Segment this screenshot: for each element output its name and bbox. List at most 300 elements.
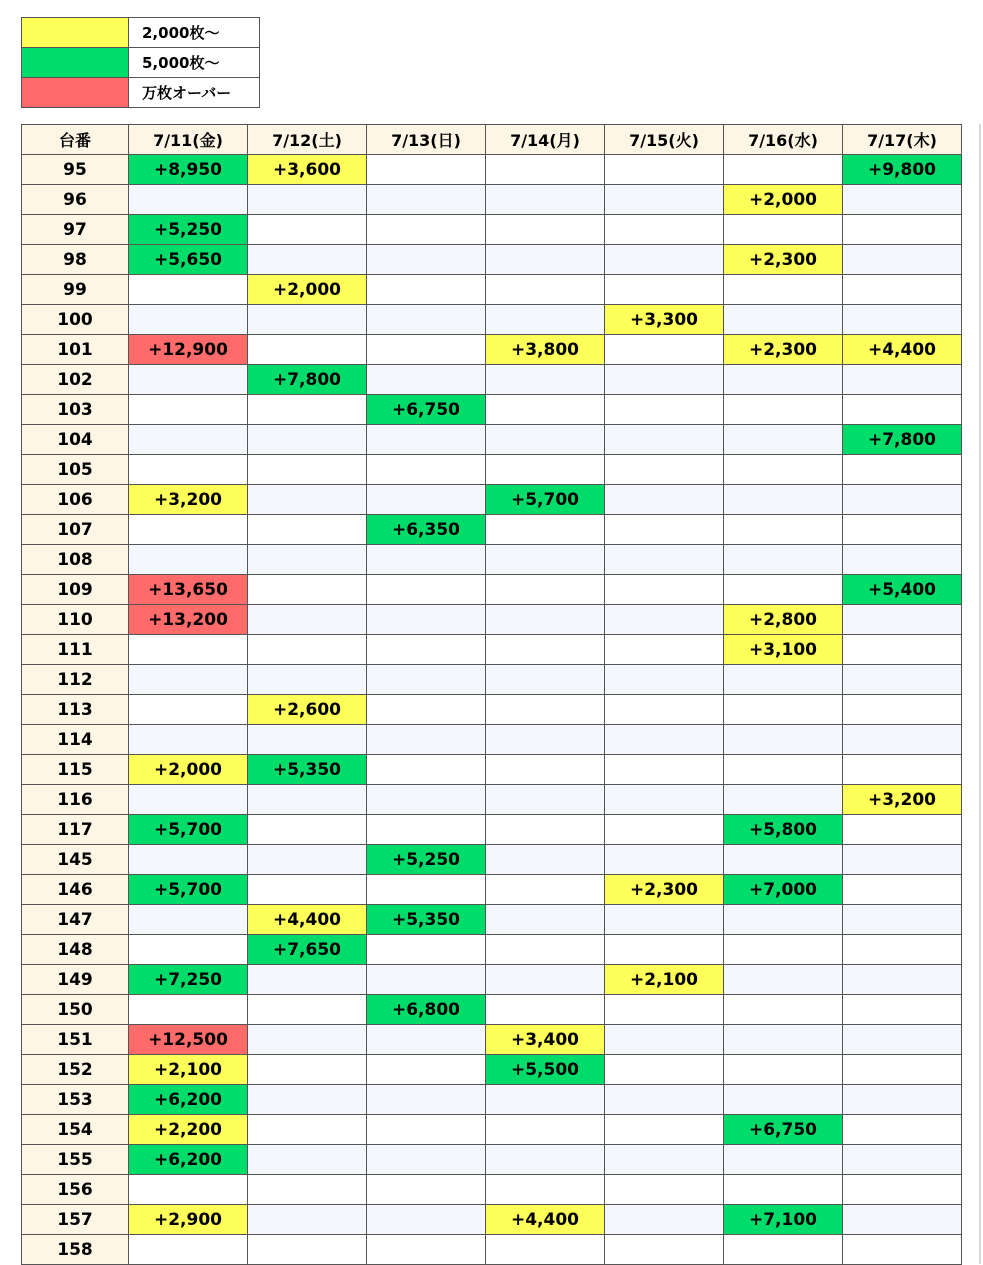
result-cell <box>605 665 724 695</box>
result-cell <box>605 845 724 875</box>
result-cell <box>843 875 962 905</box>
result-cell <box>129 305 248 335</box>
result-cell <box>486 515 605 545</box>
result-cell: +5,700 <box>129 815 248 845</box>
result-cell <box>367 875 486 905</box>
machine-number: 104 <box>22 425 129 455</box>
result-cell <box>605 275 724 305</box>
result-cell <box>605 485 724 515</box>
result-cell <box>843 515 962 545</box>
result-cell <box>843 1085 962 1115</box>
result-cell <box>367 1025 486 1055</box>
table-row <box>22 905 962 935</box>
result-cell: +7,000 <box>724 875 843 905</box>
table-row <box>22 605 962 635</box>
result-cell <box>486 1115 605 1145</box>
result-cell: +3,200 <box>843 785 962 815</box>
result-cell <box>129 1235 248 1265</box>
result-cell: +2,100 <box>129 1055 248 1085</box>
table-row <box>22 1025 962 1055</box>
result-cell <box>486 1235 605 1265</box>
result-cell <box>248 1145 367 1175</box>
result-cell <box>605 1085 724 1115</box>
date-header: 7/14(月) <box>486 125 605 155</box>
legend-label: 2,000枚～ <box>129 18 260 48</box>
result-cell: +2,600 <box>248 695 367 725</box>
result-cell <box>367 1115 486 1145</box>
result-cell <box>486 455 605 485</box>
result-cell <box>367 1055 486 1085</box>
result-cell <box>724 455 843 485</box>
result-cell <box>129 935 248 965</box>
machine-number: 157 <box>22 1205 129 1235</box>
result-cell <box>605 1145 724 1175</box>
result-cell: +2,300 <box>724 335 843 365</box>
result-cell <box>248 1115 367 1145</box>
result-cell <box>248 635 367 665</box>
result-cell <box>605 155 724 185</box>
result-cell <box>367 965 486 995</box>
result-cell <box>843 605 962 635</box>
result-cell <box>129 455 248 485</box>
legend-label: 万枚オーバー <box>129 78 260 108</box>
result-cell <box>843 395 962 425</box>
result-cell <box>367 785 486 815</box>
result-cell: +6,200 <box>129 1145 248 1175</box>
table-row <box>22 965 962 995</box>
table-row <box>22 1235 962 1265</box>
legend-row <box>22 48 260 78</box>
result-cell <box>724 215 843 245</box>
result-cell <box>486 1085 605 1115</box>
legend-row <box>22 78 260 108</box>
result-cell <box>248 1205 367 1235</box>
result-cell <box>486 305 605 335</box>
result-cell <box>486 935 605 965</box>
result-cell <box>248 185 367 215</box>
result-cell <box>724 485 843 515</box>
machine-number: 105 <box>22 455 129 485</box>
date-header: 7/16(水) <box>724 125 843 155</box>
result-cell: +6,800 <box>367 995 486 1025</box>
result-cell <box>367 1085 486 1115</box>
result-cell <box>843 965 962 995</box>
result-cell: +3,200 <box>129 485 248 515</box>
result-cell <box>248 545 367 575</box>
result-cell <box>129 725 248 755</box>
result-cell <box>367 275 486 305</box>
result-cell <box>248 1055 367 1085</box>
table-row <box>22 815 962 845</box>
result-cell <box>486 845 605 875</box>
result-cell <box>367 545 486 575</box>
result-cell: +2,000 <box>724 185 843 215</box>
header-row <box>22 125 962 155</box>
result-cell: +6,750 <box>367 395 486 425</box>
result-cell <box>843 1145 962 1175</box>
result-cell <box>486 1175 605 1205</box>
date-header: 7/15(火) <box>605 125 724 155</box>
result-cell <box>367 185 486 215</box>
result-cell <box>605 935 724 965</box>
result-cell <box>486 245 605 275</box>
result-cell <box>367 935 486 965</box>
result-cell <box>486 965 605 995</box>
machine-number: 116 <box>22 785 129 815</box>
result-cell <box>605 365 724 395</box>
table-row <box>22 1085 962 1115</box>
result-cell <box>843 365 962 395</box>
result-cell <box>724 935 843 965</box>
result-cell: +3,600 <box>248 155 367 185</box>
result-cell <box>129 665 248 695</box>
result-cell <box>724 995 843 1025</box>
result-cell <box>129 425 248 455</box>
machine-number: 153 <box>22 1085 129 1115</box>
result-cell <box>724 695 843 725</box>
legend <box>21 17 260 108</box>
result-cell <box>843 755 962 785</box>
result-cell <box>248 305 367 335</box>
machine-number: 113 <box>22 695 129 725</box>
result-cell <box>605 905 724 935</box>
result-cell: +7,800 <box>843 425 962 455</box>
table-row <box>22 305 962 335</box>
result-cell <box>843 1235 962 1265</box>
machine-number: 96 <box>22 185 129 215</box>
result-cell <box>486 575 605 605</box>
result-cell: +5,400 <box>843 575 962 605</box>
table-row <box>22 1115 962 1145</box>
result-cell <box>248 995 367 1025</box>
result-cell <box>486 365 605 395</box>
result-cell <box>605 515 724 545</box>
result-cell: +6,350 <box>367 515 486 545</box>
machine-number: 112 <box>22 665 129 695</box>
result-cell <box>486 425 605 455</box>
result-cell <box>843 275 962 305</box>
result-cell <box>248 815 367 845</box>
result-cell <box>724 545 843 575</box>
result-cell: +2,300 <box>724 245 843 275</box>
result-cell <box>843 185 962 215</box>
result-cell <box>248 395 367 425</box>
result-cell <box>129 845 248 875</box>
machine-number: 149 <box>22 965 129 995</box>
result-cell <box>129 695 248 725</box>
table-row <box>22 935 962 965</box>
table-row <box>22 215 962 245</box>
result-cell: +7,250 <box>129 965 248 995</box>
result-cell <box>248 785 367 815</box>
result-cell <box>486 725 605 755</box>
result-cell <box>724 755 843 785</box>
result-cell <box>367 1145 486 1175</box>
result-cell <box>486 185 605 215</box>
machine-number: 115 <box>22 755 129 785</box>
result-cell: +2,100 <box>605 965 724 995</box>
table-row <box>22 425 962 455</box>
legend-swatch <box>22 18 129 48</box>
result-cell <box>486 155 605 185</box>
result-cell <box>843 215 962 245</box>
result-cell: +5,350 <box>248 755 367 785</box>
machine-number: 100 <box>22 305 129 335</box>
result-cell <box>843 995 962 1025</box>
result-cell <box>724 275 843 305</box>
result-cell: +6,750 <box>724 1115 843 1145</box>
table-row <box>22 185 962 215</box>
result-cell <box>486 1145 605 1175</box>
date-header: 7/17(木) <box>843 125 962 155</box>
result-cell: +8,950 <box>129 155 248 185</box>
result-cell <box>129 785 248 815</box>
result-cell <box>724 665 843 695</box>
table-row <box>22 245 962 275</box>
result-cell: +5,250 <box>367 845 486 875</box>
result-cell: +5,500 <box>486 1055 605 1085</box>
result-cell <box>724 515 843 545</box>
result-cell: +5,700 <box>486 485 605 515</box>
table-row <box>22 785 962 815</box>
result-cell <box>248 605 367 635</box>
result-cell <box>605 605 724 635</box>
machine-number: 111 <box>22 635 129 665</box>
result-cell <box>248 425 367 455</box>
result-cell <box>367 305 486 335</box>
table-row <box>22 1175 962 1205</box>
result-cell <box>248 665 367 695</box>
result-cell <box>843 695 962 725</box>
machine-number: 150 <box>22 995 129 1025</box>
result-cell <box>367 215 486 245</box>
result-cell <box>367 425 486 455</box>
table-row <box>22 665 962 695</box>
result-cell <box>367 155 486 185</box>
result-cell <box>843 1205 962 1235</box>
result-cell <box>605 1175 724 1205</box>
table-row <box>22 695 962 725</box>
result-cell <box>843 665 962 695</box>
result-cell <box>486 875 605 905</box>
machine-number: 101 <box>22 335 129 365</box>
result-cell <box>605 785 724 815</box>
result-cell <box>129 275 248 305</box>
table-row <box>22 575 962 605</box>
result-cell <box>248 1085 367 1115</box>
result-cell <box>605 215 724 245</box>
result-cell <box>367 575 486 605</box>
legend-label: 5,000枚～ <box>129 48 260 78</box>
result-cell <box>605 455 724 485</box>
result-cell <box>367 665 486 695</box>
result-cell: +13,200 <box>129 605 248 635</box>
table-row <box>22 635 962 665</box>
result-cell: +2,000 <box>129 755 248 785</box>
result-cell <box>605 815 724 845</box>
machine-number: 103 <box>22 395 129 425</box>
result-cell <box>248 335 367 365</box>
result-cell: +3,100 <box>724 635 843 665</box>
result-cell <box>367 755 486 785</box>
result-cell <box>486 395 605 425</box>
result-cell: +3,800 <box>486 335 605 365</box>
result-cell: +3,400 <box>486 1025 605 1055</box>
result-cell <box>843 635 962 665</box>
result-cell <box>843 1115 962 1145</box>
machine-number: 99 <box>22 275 129 305</box>
result-cell <box>248 1175 367 1205</box>
result-cell <box>843 245 962 275</box>
result-cell <box>605 695 724 725</box>
machine-number: 154 <box>22 1115 129 1145</box>
result-cell <box>129 365 248 395</box>
result-cell <box>129 905 248 935</box>
result-cell <box>605 575 724 605</box>
legend-swatch <box>22 78 129 108</box>
machine-number: 145 <box>22 845 129 875</box>
machine-number: 102 <box>22 365 129 395</box>
table-row <box>22 995 962 1025</box>
result-cell <box>843 1175 962 1205</box>
result-cell <box>248 965 367 995</box>
result-cell <box>843 545 962 575</box>
machine-number: 146 <box>22 875 129 905</box>
result-cell: +4,400 <box>486 1205 605 1235</box>
result-cell: +5,250 <box>129 215 248 245</box>
result-cell <box>486 665 605 695</box>
table-row <box>22 755 962 785</box>
result-cell <box>724 905 843 935</box>
result-cell <box>248 215 367 245</box>
result-cell <box>724 305 843 335</box>
machine-number: 156 <box>22 1175 129 1205</box>
result-cell <box>129 1175 248 1205</box>
result-cell: +12,900 <box>129 335 248 365</box>
result-cell: +6,200 <box>129 1085 248 1115</box>
result-cell: +5,800 <box>724 815 843 845</box>
result-cell: +2,300 <box>605 875 724 905</box>
date-header: 7/13(日) <box>367 125 486 155</box>
result-cell <box>248 515 367 545</box>
result-cell <box>605 1205 724 1235</box>
result-cell <box>843 1055 962 1085</box>
machine-number: 155 <box>22 1145 129 1175</box>
result-cell <box>248 455 367 485</box>
machine-number: 108 <box>22 545 129 575</box>
result-cell <box>605 995 724 1025</box>
result-cell <box>724 1055 843 1085</box>
result-cell <box>367 695 486 725</box>
result-cell <box>724 1025 843 1055</box>
result-cell: +5,650 <box>129 245 248 275</box>
result-cell <box>367 815 486 845</box>
result-cell: +13,650 <box>129 575 248 605</box>
table-row <box>22 485 962 515</box>
result-cell: +7,650 <box>248 935 367 965</box>
result-cell <box>605 545 724 575</box>
result-cell <box>605 725 724 755</box>
result-cell: +2,800 <box>724 605 843 635</box>
legend-row <box>22 18 260 48</box>
result-cell <box>486 695 605 725</box>
result-cell: +12,500 <box>129 1025 248 1055</box>
result-cell <box>486 785 605 815</box>
result-cell <box>248 845 367 875</box>
result-cell <box>367 635 486 665</box>
table-row <box>22 845 962 875</box>
result-cell: +5,700 <box>129 875 248 905</box>
result-cell <box>605 1055 724 1085</box>
result-cell <box>724 1175 843 1205</box>
machine-number: 117 <box>22 815 129 845</box>
result-cell: +7,100 <box>724 1205 843 1235</box>
result-cell <box>248 875 367 905</box>
result-cell <box>486 905 605 935</box>
table-row <box>22 275 962 305</box>
result-cell <box>129 995 248 1025</box>
result-cell <box>248 1025 367 1055</box>
result-cell <box>724 1235 843 1265</box>
table-row <box>22 1145 962 1175</box>
machine-number: 95 <box>22 155 129 185</box>
result-cell <box>486 605 605 635</box>
machine-number: 158 <box>22 1235 129 1265</box>
result-cell: +2,200 <box>129 1115 248 1145</box>
result-cell <box>129 395 248 425</box>
result-cell <box>129 545 248 575</box>
table-row <box>22 875 962 905</box>
result-cell <box>129 515 248 545</box>
result-cell <box>129 635 248 665</box>
result-cell <box>843 485 962 515</box>
date-header: 7/12(土) <box>248 125 367 155</box>
result-cell: +2,900 <box>129 1205 248 1235</box>
result-cell <box>367 605 486 635</box>
date-header: 7/11(金) <box>129 125 248 155</box>
result-cell <box>486 635 605 665</box>
result-cell: +5,350 <box>367 905 486 935</box>
result-cell <box>605 185 724 215</box>
result-cell <box>486 275 605 305</box>
result-cell: +4,400 <box>843 335 962 365</box>
result-cell: +4,400 <box>248 905 367 935</box>
results-table <box>21 124 962 1265</box>
result-cell <box>367 365 486 395</box>
table-row <box>22 1205 962 1235</box>
result-cell <box>724 575 843 605</box>
result-cell <box>724 365 843 395</box>
machine-number: 109 <box>22 575 129 605</box>
result-cell <box>248 245 367 275</box>
result-cell <box>724 155 843 185</box>
result-cell <box>605 1025 724 1055</box>
result-cell: +3,300 <box>605 305 724 335</box>
scrollbar[interactable] <box>979 124 981 1264</box>
result-cell <box>367 725 486 755</box>
machine-number: 110 <box>22 605 129 635</box>
result-cell <box>605 1235 724 1265</box>
result-cell <box>486 545 605 575</box>
table-row <box>22 1055 962 1085</box>
table-row <box>22 545 962 575</box>
result-cell <box>605 635 724 665</box>
result-cell <box>843 725 962 755</box>
result-cell <box>248 485 367 515</box>
result-cell <box>486 755 605 785</box>
result-cell <box>843 1025 962 1055</box>
result-cell <box>486 995 605 1025</box>
